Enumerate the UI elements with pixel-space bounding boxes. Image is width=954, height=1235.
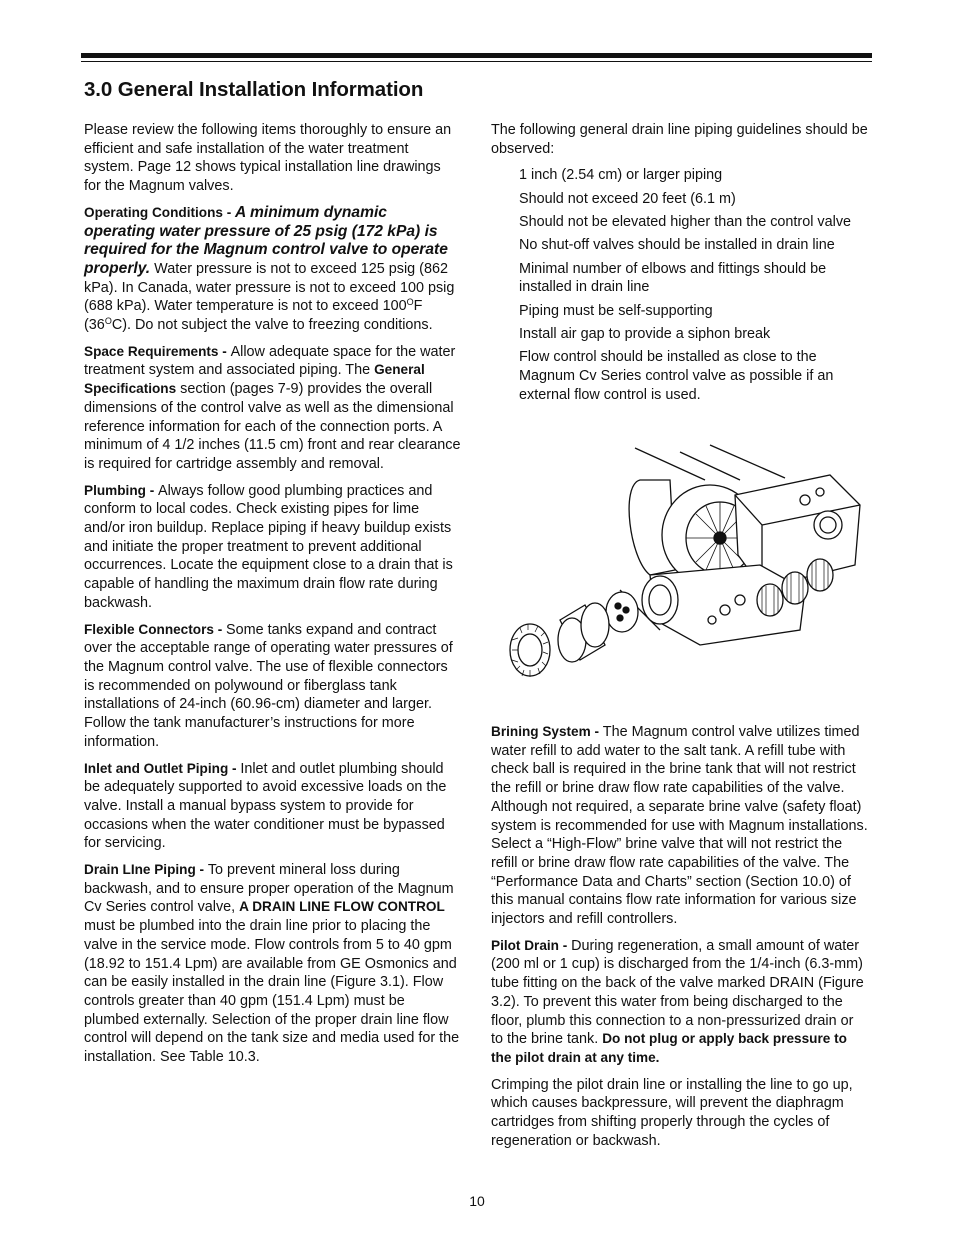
operating-text-2: F (36 [84, 298, 423, 334]
drain-line-paragraph [84, 861, 461, 1067]
space-requirements-paragraph [84, 343, 461, 474]
guideline-item: 1 inch (2.54 cm) or larger piping [519, 167, 723, 184]
intro-paragraph: Please review the following items thoroughly to ensure an efficient and safe installation of the water treatment system. Page 12 shows typical installation line drawings for the Magnum valves. [84, 122, 452, 195]
guideline-item: Should not be elevated higher than the control valve [519, 214, 852, 230]
general-specifications-ref: General Specifications [84, 362, 425, 397]
guideline-item: Minimal number of elbows and fittings should be installed in drain line [519, 260, 827, 296]
pilot-drain-paragraph [491, 937, 869, 1068]
degree-mark-1: O [406, 297, 414, 308]
operating-pressure-callout: A minimum dynamic operating water pressure of 25 psig (172 kPa) is required for the Magnum control valve to operate properly. [84, 203, 448, 277]
pilot-drain-text: During regeneration, a small amount of water (200 ml or 1 cup) is discharged from the 1/4-inch (6.3-mm) tube fitting on the back of the valve marked DRAIN (Figure 3.2). To prevent this water from being discharged to the floor, plumb this connection to a non-pressurized drain or to the brine tank. [491, 937, 864, 1048]
flexible-connectors-paragraph [84, 621, 461, 752]
operating-conditions-paragraph [84, 204, 461, 335]
plumbing-label: Plumbing - [84, 482, 159, 498]
guideline-item: Should not exceed 20 feet (6.1 m) [519, 190, 736, 207]
flexible-connectors-label: Flexible Connectors - [84, 621, 227, 637]
operating-text-1: Water pressure is not to exceed 125 psig (862 kPa). In Canada, water pressure is not to exceed 100 psig (688 kPa). Water temperature is not to exceed 100 [84, 260, 455, 315]
degree-mark-2: O [104, 316, 112, 327]
guideline-item: No shut-off valves should be installed in drain line [519, 237, 835, 254]
operating-conditions-label: Operating Conditions - [84, 204, 236, 220]
drain-line-text-1: To prevent mineral loss during backwash, and to ensure proper operation of the Magnum Cv Series control valve, [84, 862, 454, 916]
drain-guidelines-list [491, 166, 869, 404]
header-rule-thin [81, 61, 872, 62]
guideline-item: Piping must be self-supporting [519, 302, 713, 319]
page-title: 3.0 General Installation Information [84, 78, 424, 101]
flexible-connectors-text: Some tanks expand and contract over the acceptable range of operating water pressures of the Magnum control valve. The use of flexible connectors is recommended on polywound or fiberglass tank installations of 24-inch (60.96-cm) diameter and larger. Follow the tank manufacturer’s instructions for more information. [84, 621, 453, 750]
drain-line-flow-control-emphasis: A DRAIN LINE FLOW CONTROL [239, 899, 445, 915]
guideline-item: Install air gap to provide a siphon break [519, 325, 771, 342]
header-rule-thick [81, 53, 872, 58]
valve-assembly-illustration [500, 440, 870, 680]
operating-text-3: C). Do not subject the valve to freezing conditions. [111, 317, 433, 334]
space-requirements-label: Space Requirements - [84, 343, 231, 359]
drain-line-label: Drain LIne Piping - [84, 862, 208, 878]
guidelines-intro: The following general drain line piping guidelines should be observed: [491, 122, 868, 157]
inlet-outlet-text: Inlet and outlet plumbing should be adequately supported to avoid excessive loads on the valve. Install a manual bypass system to provide for occasions when the water conditioner must be bypassed for servicing. [84, 760, 447, 852]
brining-system-paragraph [491, 723, 869, 929]
page-number: 10 [469, 1193, 485, 1209]
pilot-drain-label: Pilot Drain - [491, 937, 572, 953]
pilot-drain-warning: Do not plug or apply back pressure to the pilot drain at any time. [491, 1031, 847, 1065]
right-column-lower [491, 723, 869, 1158]
plumbing-text: Always follow good plumbing practices and conform to local codes. Check existing pipes for lime and/or iron buildup. Replace piping if heavy buildup exists and initiate the proper treatment to prevent additional occurrences. Locate the equipment close to a drain that is capable of handling the maximum drain flow rate during backwash. [84, 482, 453, 611]
left-column [84, 121, 461, 1075]
plumbing-paragraph [84, 482, 461, 613]
space-text-2: section (pages 7-9) provides the overall dimensions of the control valve as well as the dimensional reference information for each of the connection ports. A minimum of 4 1/2 inches (11.5 cm) front and rear clearance is required for cartridge assembly and removal. [84, 381, 461, 472]
brining-system-text: The Magnum control valve utilizes timed water refill to add water to the salt tank. A refill tube with check ball is required in the brine tank that will not restrict the refill or brine draw flow rate capabilities of the valve. Although not required, a separate brine valve (safety float) system is recommended for use with Magnum installations. Select a “High-Flow” brine valve that will not restrict the refill or brine draw flow rate capabilities of the valve. The “Performance Data and Charts” section (Section 10.0) of this manual contains flow rate information for various size injectors and refill controllers. [491, 724, 868, 928]
inlet-outlet-label: Inlet and Outlet Piping - [84, 760, 241, 776]
guideline-item: Flow control should be installed as close to the Magnum Cv Series control valve as possible if an external flow control is used. [519, 349, 834, 403]
space-text-1: Allow adequate space for the water treatment system and associated piping. The [84, 343, 456, 379]
drain-line-text-2: must be plumbed into the drain line prior to placing the valve in the service mode. Flow controls from 5 to 40 gpm (18.92 to 151.4 Lpm) are available from GE Osmonics and can be easily installed in the drain line (Figure 3.1). Flow controls greater than 40 gpm (151.4 Lpm) must be plumbed externally. Selection of the proper drain line flow control will depend on the tank size and media used for the installation. See Table 10.3. [84, 918, 460, 1066]
crimping-paragraph: Crimping the pilot drain line or installing the line to go up, which causes backpressure, will prevent the diaphragm cartridges from shifting properly through the cycles of regeneration or backwash. [491, 1076, 853, 1149]
brining-system-label: Brining System - [491, 724, 603, 739]
inlet-outlet-paragraph [84, 760, 461, 854]
right-column [491, 121, 869, 409]
valve-exploded-view-drawing [500, 440, 870, 680]
